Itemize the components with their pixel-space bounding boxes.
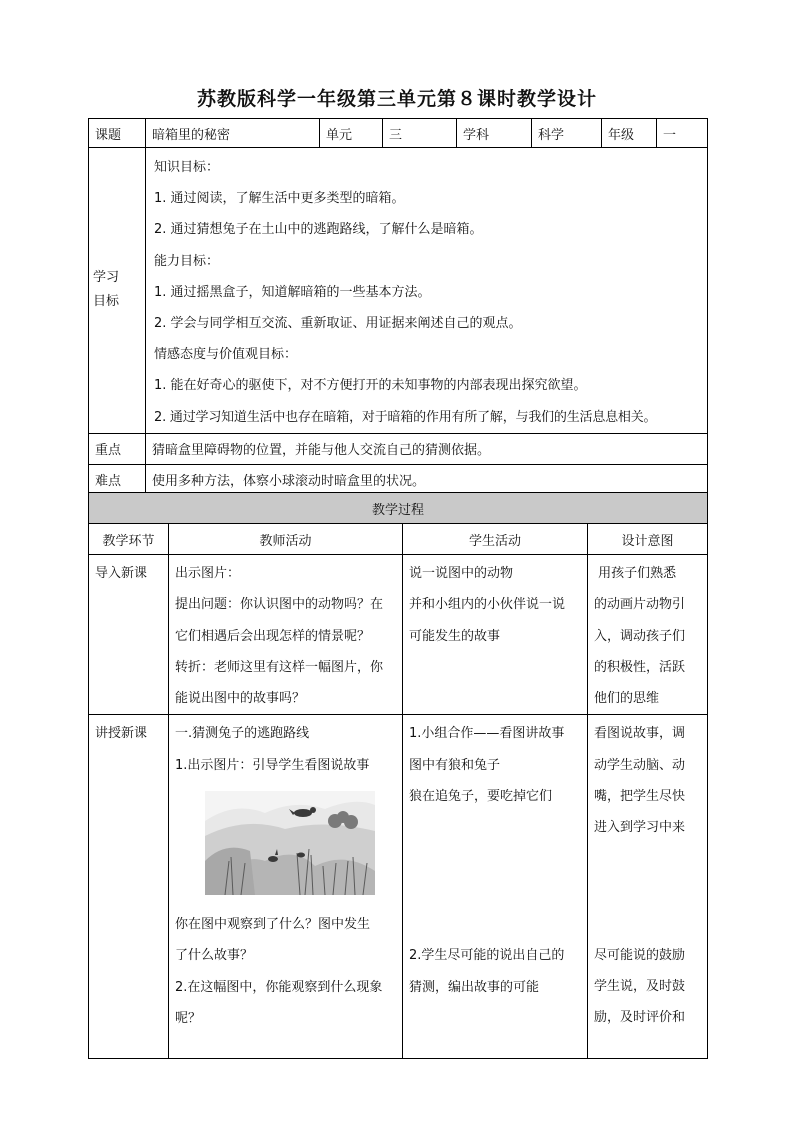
lesson-stage-text: 讲授新课 [95,726,148,742]
student-line: 说一说图中的动物 [409,566,514,581]
difficulty-value: 使用多种方法，体察小球滚动时暗盒里的状况。 [146,464,708,495]
teacher-line: 提出问题：你认识图中的动物吗？在 [175,597,384,613]
objective-item: 1. 通过摇黑盒子，知道解暗箱的一些基本方法。 [154,284,431,300]
wolf-rabbit-illustration [205,791,375,895]
header-student: 学生活动 [403,524,588,555]
objective-item: 1. 通过阅读，了解生活中更多类型的暗箱。 [154,191,405,207]
lesson-teacher [169,715,403,1059]
subject-value: 科学 [532,119,602,148]
teacher-line: 出示图片： [175,566,241,581]
page-title: 苏教版科学一年级第三单元第８课时教学设计 [196,88,597,110]
student-line: 图中有狼和兔子 [409,757,501,773]
student-line: 并和小组内的小伙伴说一说 [409,597,566,613]
topic-label: 课题 [89,119,146,148]
teacher-line: 转折：老师这里有这样一幅图片，你 [175,659,384,675]
objectives-label-text: 学习目标 [93,270,120,310]
purpose-line: 进入到学习中来 [594,820,686,836]
teacher-line: 呢？ [175,1010,202,1026]
header-purpose: 设计意图 [588,524,708,555]
process-header-row [89,524,708,555]
topic-value: 暗箱里的秘密 [146,119,320,148]
lesson-student [403,715,588,1059]
purpose-line: 学生说，及时鼓 [594,978,686,994]
key-point-row [89,433,708,464]
teacher-line: 了什么故事？ [175,948,254,964]
intro-purpose [588,555,708,715]
teaching-process-table [88,492,708,1059]
process-banner: 教学过程 [89,493,708,524]
intro-student [403,555,588,715]
objectives-row [89,148,708,434]
topic-row [89,119,708,148]
lesson-stage [89,715,169,1059]
teacher-line: 能说出图中的故事吗？ [175,691,306,707]
student-line: 1.小组合作——看图讲故事 [409,726,565,742]
objective-heading: 能力目标： [154,253,220,269]
teacher-line: 一.猜测兔子的逃跑路线 [175,726,310,742]
purpose-line: 的动画片动物引 [594,597,686,613]
objective-heading: 情感态度与价值观目标： [154,347,298,363]
difficulty-label: 难点 [89,464,146,495]
objective-item: 2. 通过猜想兔子在土山中的逃跑路线，了解什么是暗箱。 [154,222,483,238]
key-point-label: 重点 [89,433,146,464]
unit-value: 三 [383,119,457,148]
purpose-line: 励，及时评价和 [594,1010,686,1026]
intro-row [89,555,708,715]
purpose-line: 的积极性，活跃 [594,659,686,675]
teacher-line: 它们相遇后会出现怎样的情景呢？ [175,628,371,644]
header-teacher: 教师活动 [169,524,403,555]
grade-value: 一 [657,119,708,148]
key-point-value: 猜暗盒里障碍物的位置，并能与他人交流自己的猜测依据。 [146,433,708,464]
purpose-line: 看图说故事，调 [594,726,686,742]
objective-item: 2. 通过学习知道生活中也存在暗箱，对于暗箱的作用有所了解，与我们的生活息息相关。 [154,409,657,425]
unit-label: 单元 [320,119,383,148]
student-line: 猜测，编出故事的可能 [409,979,540,995]
intro-stage-text: 导入新课 [95,566,148,581]
teacher-line: 2.在这幅图中，你能观察到什么现象 [175,979,383,995]
intro-stage [89,555,169,715]
objective-item: 1. 能在好奇心的驱使下，对不方便打开的未知事物的内部表现出探究欲望。 [154,378,587,394]
purpose-line: 动学生动脑、动 [594,757,686,773]
grade-label: 年级 [602,119,657,148]
intro-teacher [169,555,403,715]
objectives-content [146,148,708,434]
purpose-line: 用孩子们熟悉 [594,566,677,581]
header-stage: 教学环节 [89,524,169,555]
student-line: 狼在追兔子，要吃掉它们 [409,789,553,805]
purpose-line: 尽可能说的鼓励 [594,947,686,963]
student-line: 2.学生尽可能的说出自己的 [409,948,565,964]
lesson-row [89,715,708,1059]
student-line: 可能发生的故事 [409,628,501,644]
lesson-info-table [88,118,708,496]
difficulty-row [89,464,708,495]
objectives-label [89,148,146,434]
objective-item: 2. 学会与同学相互交流、重新取证、用证据来阐述自己的观点。 [154,316,522,332]
teacher-line: 1.出示图片：引导学生看图说故事 [175,757,370,773]
purpose-line: 他们的思维 [594,691,660,707]
purpose-line: 入，调动孩子们 [594,628,686,644]
teacher-line: 你在图中观察到了什么？图中发生 [175,917,371,933]
purpose-line: 嘴，把学生尽快 [594,789,686,805]
lesson-purpose [588,715,708,1059]
objective-heading: 知识目标： [154,160,220,175]
subject-label: 学科 [457,119,532,148]
